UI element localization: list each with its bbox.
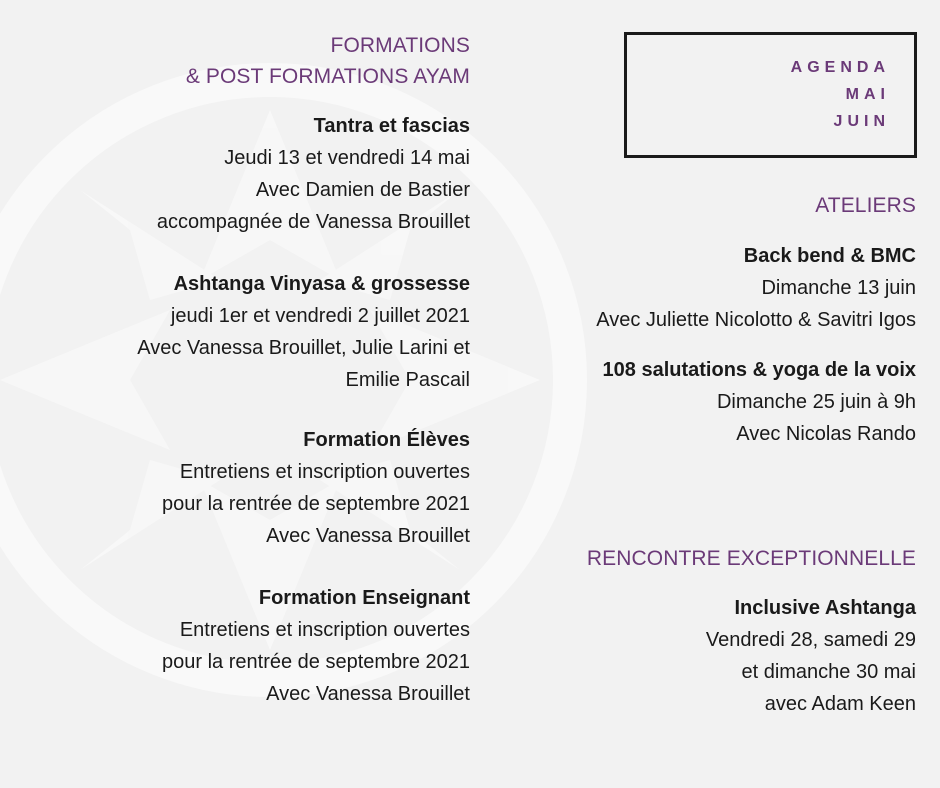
agenda-month-june: JUIN	[833, 113, 890, 130]
rencontre-item	[480, 593, 916, 720]
agenda-box	[624, 32, 917, 158]
formation-line: Avec Vanessa Brouillet	[266, 525, 470, 547]
formation-line: Avec Vanessa Brouillet, Julie Larini et	[137, 337, 470, 359]
formation-line: Emilie Pascail	[345, 369, 470, 391]
ateliers-heading: ATELIERS	[815, 194, 916, 217]
rencontre-line: avec Adam Keen	[764, 693, 916, 715]
atelier-item	[480, 241, 916, 336]
agenda-title: AGENDA	[790, 59, 890, 76]
formation-title: Formation Élèves	[303, 429, 470, 451]
formation-item	[20, 111, 470, 238]
formations-heading-line2: & POST FORMATIONS AYAM	[185, 65, 470, 88]
atelier-line: Dimanche 13 juin	[761, 277, 916, 299]
formation-line: pour la rentrée de septembre 2021	[162, 651, 470, 673]
atelier-line: Dimanche 25 juin à 9h	[716, 391, 916, 413]
formation-line: Entretiens et inscription ouvertes	[179, 619, 470, 641]
ateliers-section	[480, 190, 916, 450]
formation-item	[20, 583, 470, 710]
formation-line: Entretiens et inscription ouvertes	[179, 461, 470, 483]
formations-heading-line1: FORMATIONS	[330, 34, 470, 57]
formation-title: Ashtanga Vinyasa & grossesse	[173, 273, 470, 295]
atelier-line: Avec Juliette Nicolotto & Savitri Igos	[596, 309, 916, 331]
rencontre-line: et dimanche 30 mai	[741, 661, 916, 683]
rencontre-line: Vendredi 28, samedi 29	[705, 629, 916, 651]
atelier-item	[480, 355, 916, 450]
formation-title: Formation Enseignant	[258, 587, 470, 609]
formation-line: Avec Damien de Bastier	[255, 179, 470, 201]
formation-line: Jeudi 13 et vendredi 14 mai	[224, 147, 470, 169]
formation-line: jeudi 1er et vendredi 2 juillet 2021	[170, 305, 470, 327]
formation-line: pour la rentrée de septembre 2021	[162, 493, 470, 515]
formation-line: Avec Vanessa Brouillet	[266, 683, 470, 705]
formation-line: accompagnée de Vanessa Brouillet	[156, 211, 470, 233]
atelier-title: Back bend & BMC	[743, 245, 916, 267]
atelier-line: Avec Nicolas Rando	[736, 423, 916, 445]
rencontre-title: Inclusive Ashtanga	[734, 597, 916, 619]
formation-item	[20, 269, 470, 396]
atelier-title: 108 salutations & yoga de la voix	[602, 359, 916, 381]
formation-item	[20, 425, 470, 552]
rencontre-heading: RENCONTRE EXCEPTIONNELLE	[586, 547, 916, 570]
formation-title: Tantra et fascias	[313, 115, 470, 137]
agenda-month-may: MAI	[845, 86, 890, 103]
formations-section	[20, 30, 470, 710]
rencontre-section	[480, 543, 916, 720]
